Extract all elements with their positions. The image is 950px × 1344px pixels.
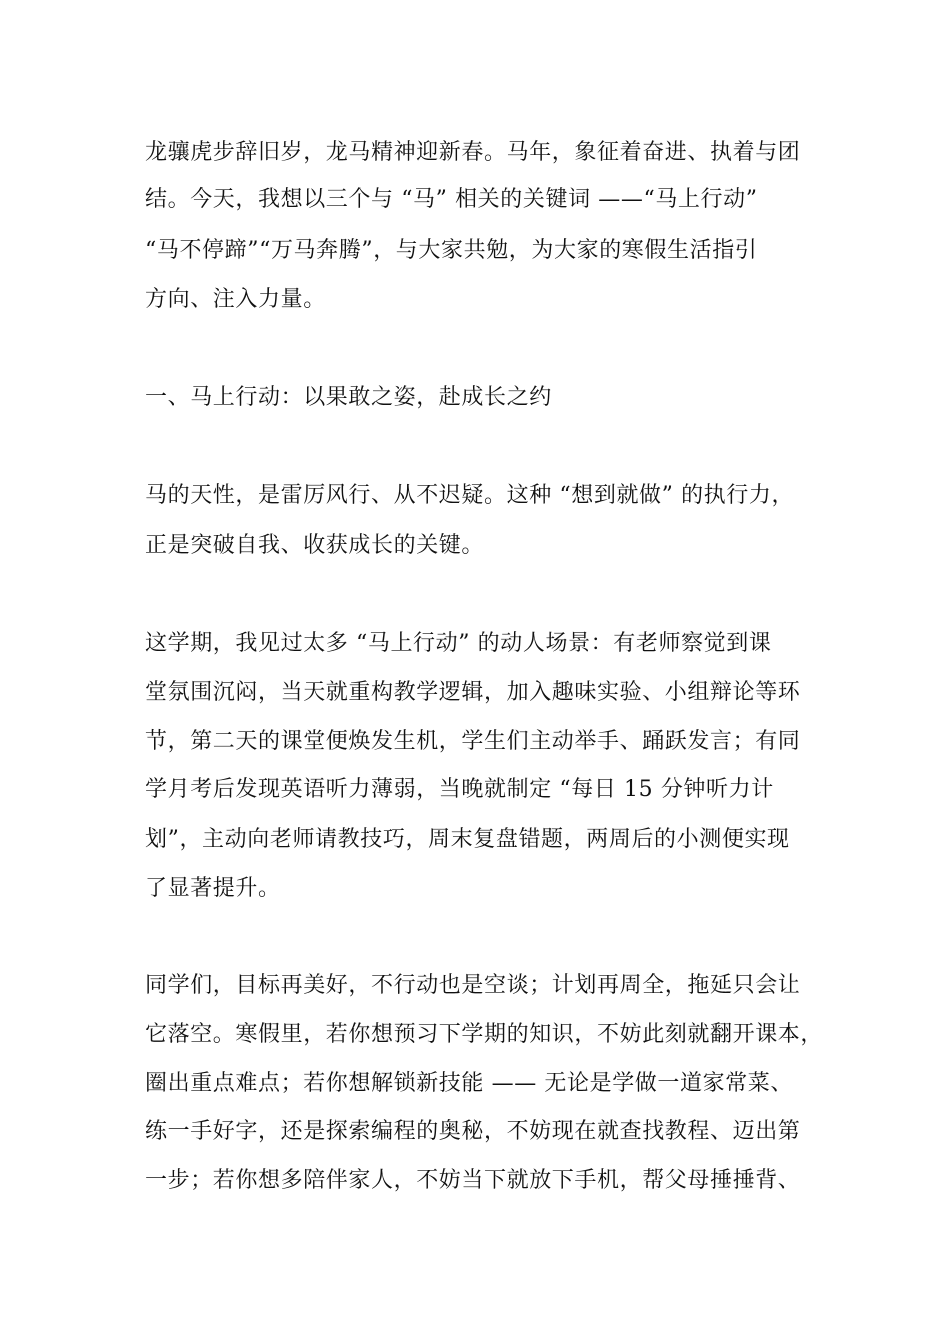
paragraph-3-line-6: 了显著提升。	[145, 876, 281, 901]
paragraph-4-line-4: 练一手好字，还是探索编程的奥秘，不妨现在就查找教程、迈出第	[145, 1119, 801, 1144]
paragraph-2-line-1: 马的天性，是雷厉风行、从不迟疑。这种 “想到就做” 的执行力，	[145, 483, 795, 508]
paragraph-3-line-2: 堂氛围沉闷，当天就重构教学逻辑，加入趣味实验、小组辩论等环	[145, 680, 801, 705]
paragraph-1-line-3: “马不停蹄”“万马奔腾”，与大家共勉，为大家的寒假生活指引	[145, 238, 758, 263]
paragraph-4-line-5: 一步；若你想多陪伴家人，不妨当下就放下手机，帮父母捶捶背、	[145, 1168, 801, 1193]
paragraph-4-line-1: 同学们，目标再美好，不行动也是空谈；计划再周全，拖延只会让	[145, 973, 801, 998]
paragraph-3-line-1: 这学期，我见过太多 “马上行动” 的动人场景：有老师察觉到课	[145, 631, 772, 656]
paragraph-1-line-4: 方向、注入力量。	[145, 287, 326, 312]
paragraph-3-line-5: 划”，主动向老师请教技巧，周末复盘错题，两周后的小测便实现	[145, 827, 790, 852]
paragraph-1-line-2: 结。今天，我想以三个与 “马” 相关的关键词 ——“马上行动”	[145, 187, 758, 212]
paragraph-4-line-2: 它落空。寒假里，若你想预习下学期的知识，不妨此刻就翻开课本，	[145, 1022, 824, 1047]
paragraph-1-line-1: 龙骧虎步辞旧岁，龙马精神迎新春。马年，象征着奋进、执着与团	[145, 140, 801, 165]
section-heading: 一、马上行动：以果敢之姿，赴成长之约	[145, 385, 552, 410]
paragraph-4-line-3: 圈出重点难点；若你想解锁新技能 —— 无论是学做一道家常菜、	[145, 1071, 793, 1096]
paragraph-2-line-2: 正是突破自我、收获成长的关键。	[145, 533, 485, 558]
paragraph-3-line-4: 学月考后发现英语听力薄弱，当晚就制定 “每日 15 分钟听力计	[145, 777, 774, 802]
paragraph-3-line-3: 节，第二天的课堂便焕发生机，学生们主动举手、踊跃发言；有同	[145, 729, 801, 754]
